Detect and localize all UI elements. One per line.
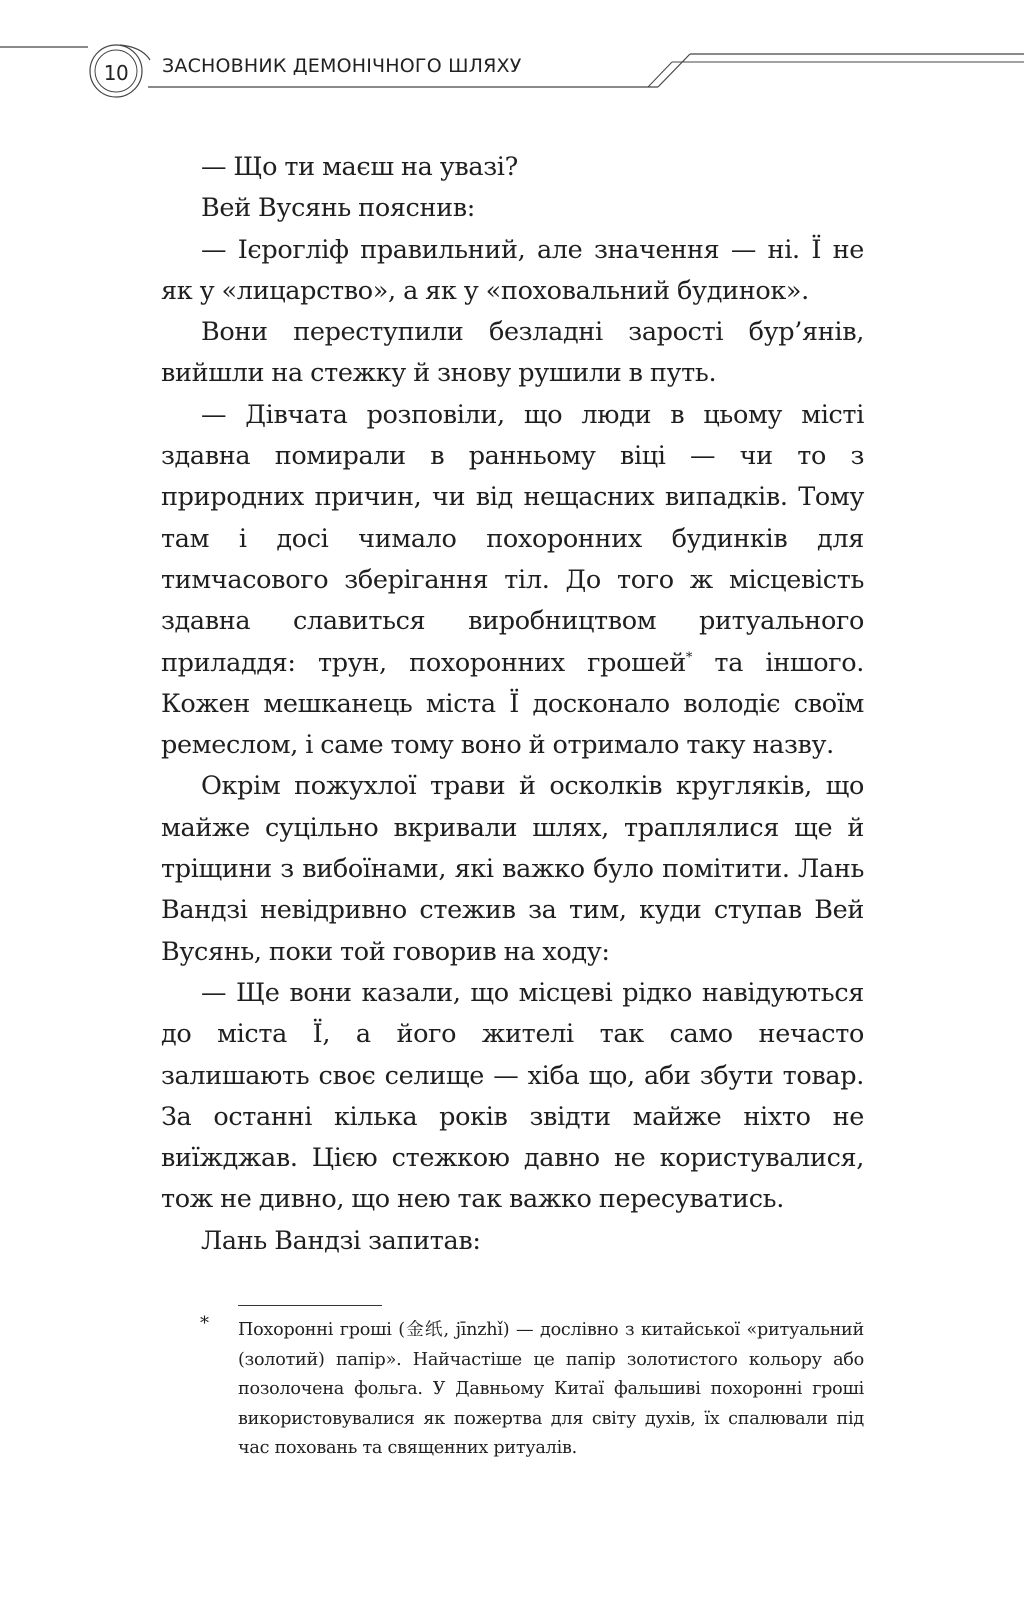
running-title: ЗАСНОВНИК ДЕМОНІЧНОГО ШЛЯХУ	[162, 55, 522, 77]
footnote-reference: *	[685, 650, 693, 666]
paragraph: — Що ти маєш на увазі?	[201, 152, 518, 182]
paragraph: Вони переступили безладні зарості бур’янів, вийшли на стежку й знову рушили в путь.	[161, 317, 864, 389]
paragraph-text: — Дівчата розповіли, що люди в цьому місті здавна помирали в ранньому віці — чи то з природних причин, чи від нещасних випадків. Тому там і досі чимало похоронних будинків для тимчасового зберігання тіл. До того ж місцевість здавна славиться виробництвом ритуального приладдя: трун, похоронних грошей	[161, 399, 864, 678]
footnote-divider	[238, 1305, 382, 1306]
footnote-text: Похоронні гроші (金纸, jīnzhǐ) — дослівно з китайської «ритуальний (золотий) папір». Найчастіше це папір золотистого кольору або позолочена фольга. У Давньому Китаї фальшиві похоронні гроші використовувалися як пожертва для світу духів, їх спалювали під час поховань та священних ритуалів.	[238, 1320, 864, 1458]
paragraph: — Ще вони казали, що місцеві рідко навідуються до міста Ї, а його жителі так само нечасто залишають своє селище — хіба що, аби збути товар. За останні кілька років звідти майже ніхто не виїжджав. Цією стежкою давно не користувалися, тож не дивно, що нею так важко пересуватись.	[161, 977, 864, 1215]
footnote-marker: *	[200, 1313, 209, 1334]
paragraph: Лань Вандзі запитав:	[201, 1225, 481, 1256]
paragraph-text: та іншого. Кожен мешканець міста Ї досконало володіє своїм ремеслом, і саме тому воно й отримало таку назву.	[161, 647, 864, 761]
paragraph-with-footnote	[161, 395, 864, 767]
body-text	[161, 147, 864, 1262]
paragraph: Окрім пожухлої трави й осколків кругляків, що майже суцільно вкривали шлях, траплялися ще й тріщини з вибоїнами, які важко було помітити. Лань Вандзі невідривно стежив за тим, куди ступав Вей Вусянь, поки той говорив на ходу:	[161, 771, 864, 967]
paragraph: Вей Вусянь пояснив:	[201, 193, 476, 224]
page-number: 10	[103, 61, 129, 85]
paragraph: — Ієрогліф правильний, але значення — ні. Ї не як у «лицарство», а як у «поховальний будинок».	[161, 234, 864, 306]
page-header	[0, 0, 1024, 110]
